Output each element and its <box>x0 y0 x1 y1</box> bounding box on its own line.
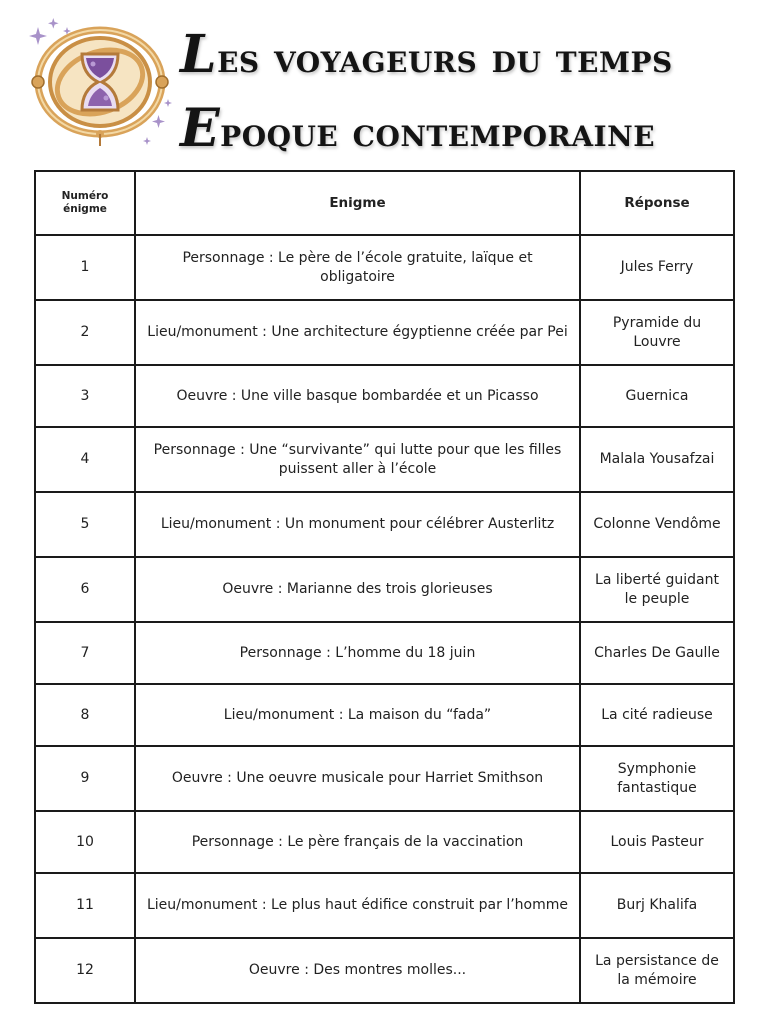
page-subtitle <box>180 98 740 159</box>
cell-number: 1 <box>35 235 135 300</box>
cell-enigma: Oeuvre : Une ville basque bombardée et un Picasso <box>135 365 580 427</box>
title-text: es voyageurs du temps <box>217 35 673 82</box>
table-row <box>35 300 734 365</box>
cell-number: 2 <box>35 300 135 365</box>
table-row <box>35 365 734 427</box>
table-row <box>35 746 734 811</box>
page-header <box>0 0 768 170</box>
cell-answer: Louis Pasteur <box>580 811 734 873</box>
table-row <box>35 235 734 300</box>
table-row <box>35 938 734 1003</box>
cell-number: 12 <box>35 938 135 1003</box>
cell-answer: Burj Khalifa <box>580 873 734 938</box>
cell-enigma: Lieu/monument : Le plus haut édifice construit par l’homme <box>135 873 580 938</box>
cell-answer: Jules Ferry <box>580 235 734 300</box>
cell-answer: Charles De Gaulle <box>580 622 734 684</box>
table-row <box>35 873 734 938</box>
enigma-table <box>34 170 735 1004</box>
cell-answer: Guernica <box>580 365 734 427</box>
cell-answer: La persistance de la mémoire <box>580 938 734 1003</box>
cell-number: 6 <box>35 557 135 622</box>
table-row <box>35 492 734 557</box>
cell-number: 3 <box>35 365 135 427</box>
cell-number: 9 <box>35 746 135 811</box>
cell-answer: Colonne Vendôme <box>580 492 734 557</box>
table-row <box>35 622 734 684</box>
cell-number: 10 <box>35 811 135 873</box>
cell-enigma: Personnage : Une “survivante” qui lutte pour que les filles puissent aller à l’école <box>135 427 580 492</box>
table-header-row <box>35 171 734 235</box>
cell-enigma: Lieu/monument : Un monument pour célébrer Austerlitz <box>135 492 580 557</box>
cell-enigma: Lieu/monument : Une architecture égyptienne créée par Pei <box>135 300 580 365</box>
time-turner-hourglass-icon <box>22 12 182 157</box>
cell-enigma: Oeuvre : Une oeuvre musicale pour Harriet Smithson <box>135 746 580 811</box>
cell-number: 11 <box>35 873 135 938</box>
cell-enigma: Oeuvre : Marianne des trois glorieuses <box>135 557 580 622</box>
subtitle-initial: E <box>180 98 221 159</box>
cell-answer: Malala Yousafzai <box>580 427 734 492</box>
table-row <box>35 427 734 492</box>
cell-enigma: Personnage : L’homme du 18 juin <box>135 622 580 684</box>
title-initial: L <box>180 24 218 85</box>
cell-answer: La liberté guidant le peuple <box>580 557 734 622</box>
cell-answer: Pyramide du Louvre <box>580 300 734 365</box>
cell-enigma: Personnage : Le père de l’école gratuite, laïque et obligatoire <box>135 235 580 300</box>
cell-number: 7 <box>35 622 135 684</box>
column-header-number: Numéro énigme <box>35 171 135 235</box>
table-row <box>35 811 734 873</box>
subtitle-text: poque contemporaine <box>220 109 656 156</box>
cell-number: 4 <box>35 427 135 492</box>
column-header-answer: Réponse <box>580 171 734 235</box>
cell-enigma: Personnage : Le père français de la vaccination <box>135 811 580 873</box>
cell-enigma: Lieu/monument : La maison du “fada” <box>135 684 580 746</box>
page-title <box>180 24 740 85</box>
cell-enigma: Oeuvre : Des montres molles... <box>135 938 580 1003</box>
cell-answer: La cité radieuse <box>580 684 734 746</box>
cell-number: 8 <box>35 684 135 746</box>
table-row <box>35 684 734 746</box>
table-row <box>35 557 734 622</box>
cell-answer: Symphonie fantastique <box>580 746 734 811</box>
cell-number: 5 <box>35 492 135 557</box>
column-header-enigma: Enigme <box>135 171 580 235</box>
